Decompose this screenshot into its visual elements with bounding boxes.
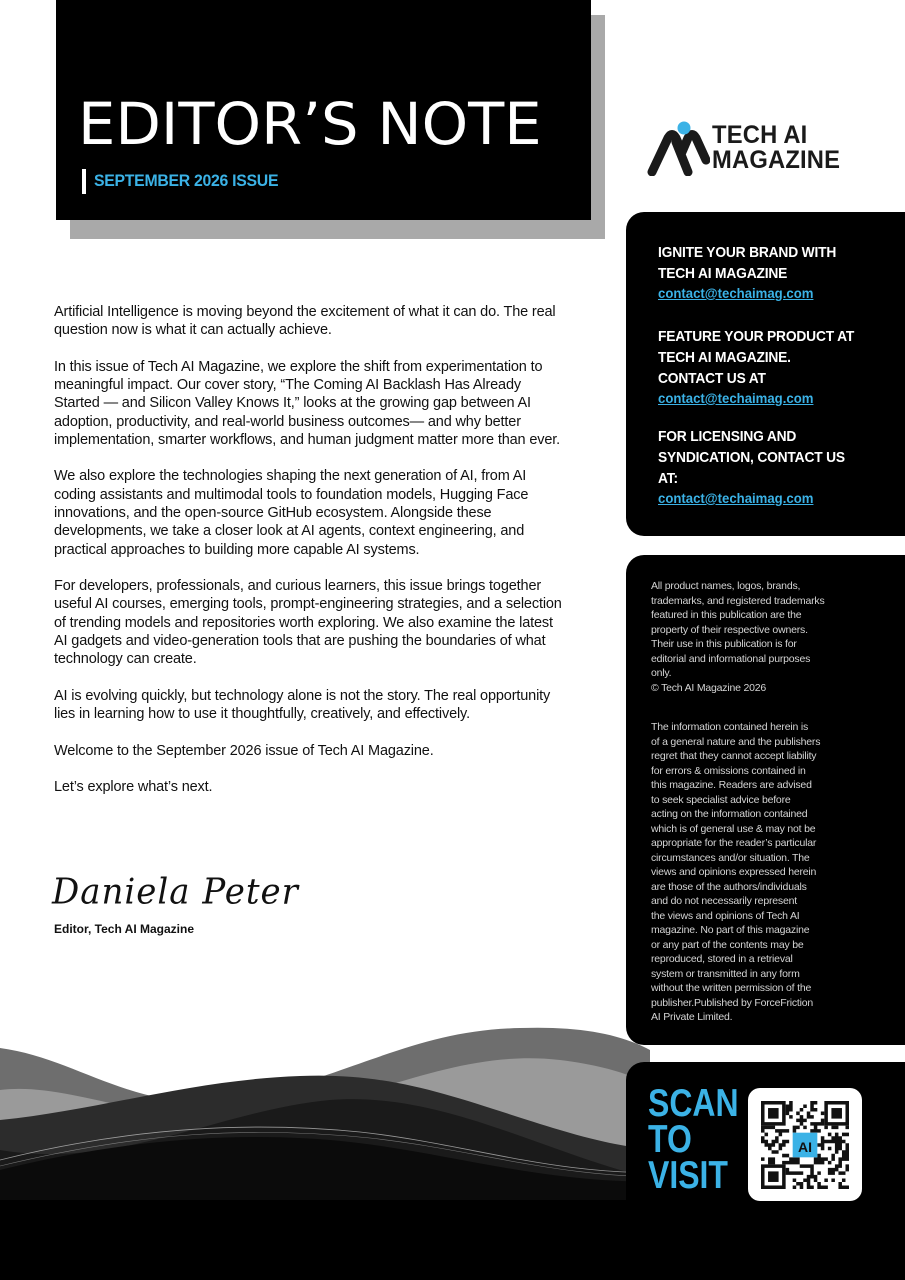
legal-line: only. [651, 667, 672, 679]
legal-line: trademarks, and registered trademarks [651, 594, 825, 607]
legal-line: editorial and informational purposes [651, 652, 811, 665]
contact-email-link[interactable]: contact@techaimag.com [658, 390, 814, 406]
scan-to-visit-label [648, 1082, 739, 1197]
legal-line: system or transmitted in any form [651, 967, 800, 980]
contact-heading-line: CONTACT US AT [658, 370, 766, 387]
contact-heading-line: TECH AI MAGAZINE [658, 265, 788, 282]
article-paragraph: We also explore the technologies shaping the next generation of AI, from AI coding assistants and multimodal tools to foundation models, Hugging Face innovations, and the open-source GitHub ecosystem. Alongside these developments, we take a closer look at AI agents, context engineering, and practical approaches to building more capable AI systems. [54, 468, 529, 558]
article-paragraph: In this issue of Tech AI Magazine, we explore the shift from experimentation to meaningful impact. Our cover story, “The Coming AI Backlash Has Already Started — and Silicon Valley Knows It,” looks at the growing gap between AI adoption, productivity, and real-world business outcomes— and why better implementation, smarter workflows, and human judgment matter more than ever. [54, 358, 560, 448]
contact-heading-line: TECH AI MAGAZINE. [658, 349, 791, 366]
legal-line: The information contained herein is [651, 721, 809, 733]
legal-line: featured in this publication are the [651, 609, 802, 621]
contact-email-link[interactable]: contact@techaimag.com [658, 285, 814, 301]
issue-accent-bar [82, 169, 86, 194]
contact-panel [626, 212, 905, 536]
legal-line: acting on the information contained [651, 808, 808, 820]
legal-line: appropriate for the reader’s particular [651, 837, 817, 849]
legal-line: and do not necessarily represent [651, 895, 797, 907]
legal-line: are those of the authors/individuals [651, 880, 807, 893]
legal-line: this magazine. Readers are advised [651, 779, 812, 791]
article-paragraph: AI is evolving quickly, but technology alone is not the story. The real opportunity lies in learning how to use it thoughtfully, creatively, and effectively. [54, 687, 551, 723]
legal-line: which is of general use & may not be [651, 822, 816, 835]
contact-heading-line: FEATURE YOUR PRODUCT AT [658, 328, 855, 345]
issue-label: SEPTEMBER 2026 ISSUE [94, 171, 279, 190]
legal-line: to seek specialist advice before [651, 793, 791, 806]
legal-line: reproduced, stored in a retrieval [651, 953, 793, 965]
legal-line: property of their respective owners. [651, 623, 808, 636]
legal-line: views and opinions expressed herein [651, 866, 817, 878]
legal-line: the views and opinions of Tech AI [651, 909, 800, 922]
article-paragraph: Artificial Intelligence is moving beyond the excitement of what it can do. The real question now is what it can actually achieve. [54, 304, 556, 339]
disclaimer-notice [651, 720, 856, 1025]
legal-line: All product names, logos, brands, [651, 580, 801, 592]
scan-line: TO [648, 1118, 692, 1161]
scan-line: VISIT [648, 1154, 728, 1197]
article-paragraph: For developers, professionals, and curious learners, this issue brings together useful AI courses, emerging tools, prompt-engineering strategies, and a selection of trending models and repositories worth exploring. We also examine the latest AI gadgets and video-generation tools that are pushing the boundaries of what technology can create. [54, 578, 562, 668]
article-paragraph: Welcome to the September 2026 issue of Tech AI Magazine. [54, 742, 434, 759]
contact-block-advertising [658, 242, 848, 302]
legal-line: without the written permission of the [651, 982, 812, 994]
legal-line: circumstances and/or situation. The [651, 851, 810, 864]
legal-line: magazine. No part of this magazine [651, 924, 810, 936]
legal-line: publisher.Published by ForceFriction [651, 996, 814, 1009]
tech-ai-logo-mark-icon [646, 120, 710, 176]
scan-line: SCAN [648, 1082, 739, 1125]
legal-line: or any part of the contents may be [651, 938, 804, 951]
legal-line: of a general nature and the publishers [651, 735, 821, 748]
contact-heading-line: IGNITE YOUR BRAND WITH [658, 244, 837, 261]
logo-line-1: TECH AI [712, 121, 808, 149]
contact-block-feature [658, 326, 855, 407]
scan-panel [626, 1062, 905, 1222]
trademark-notice [651, 579, 856, 695]
logo-wordmark [712, 123, 840, 173]
qr-code-icon [761, 1101, 849, 1189]
editor-signature: Daniela Peter [52, 871, 299, 913]
legal-line: AI Private Limited. [651, 1011, 733, 1023]
qr-code[interactable] [748, 1088, 862, 1201]
legal-line: for errors & omissions contained in [651, 764, 806, 777]
page-title: EDITOR’S NOTE [78, 90, 542, 158]
legal-line: regret that they cannot accept liability [651, 750, 817, 762]
contact-heading-line: FOR LICENSING AND [658, 428, 797, 445]
contact-heading-line: SYNDICATION, CONTACT US [658, 449, 845, 466]
legal-panel [626, 555, 905, 1045]
qr-badge-text: AI [798, 1139, 812, 1156]
editor-role: Editor, Tech AI Magazine [54, 922, 195, 936]
magazine-logo [646, 120, 866, 180]
article-body [54, 303, 564, 815]
article-paragraph: Let’s explore what’s next. [54, 779, 213, 796]
contact-email-link[interactable]: contact@techaimag.com [658, 490, 814, 506]
copyright-line: © Tech AI Magazine 2026 [651, 681, 767, 694]
legal-line: Their use in this publication is for [651, 638, 797, 650]
contact-heading-line: AT: [658, 470, 678, 487]
contact-block-licensing [658, 426, 848, 507]
logo-line-2: MAGAZINE [712, 146, 841, 174]
